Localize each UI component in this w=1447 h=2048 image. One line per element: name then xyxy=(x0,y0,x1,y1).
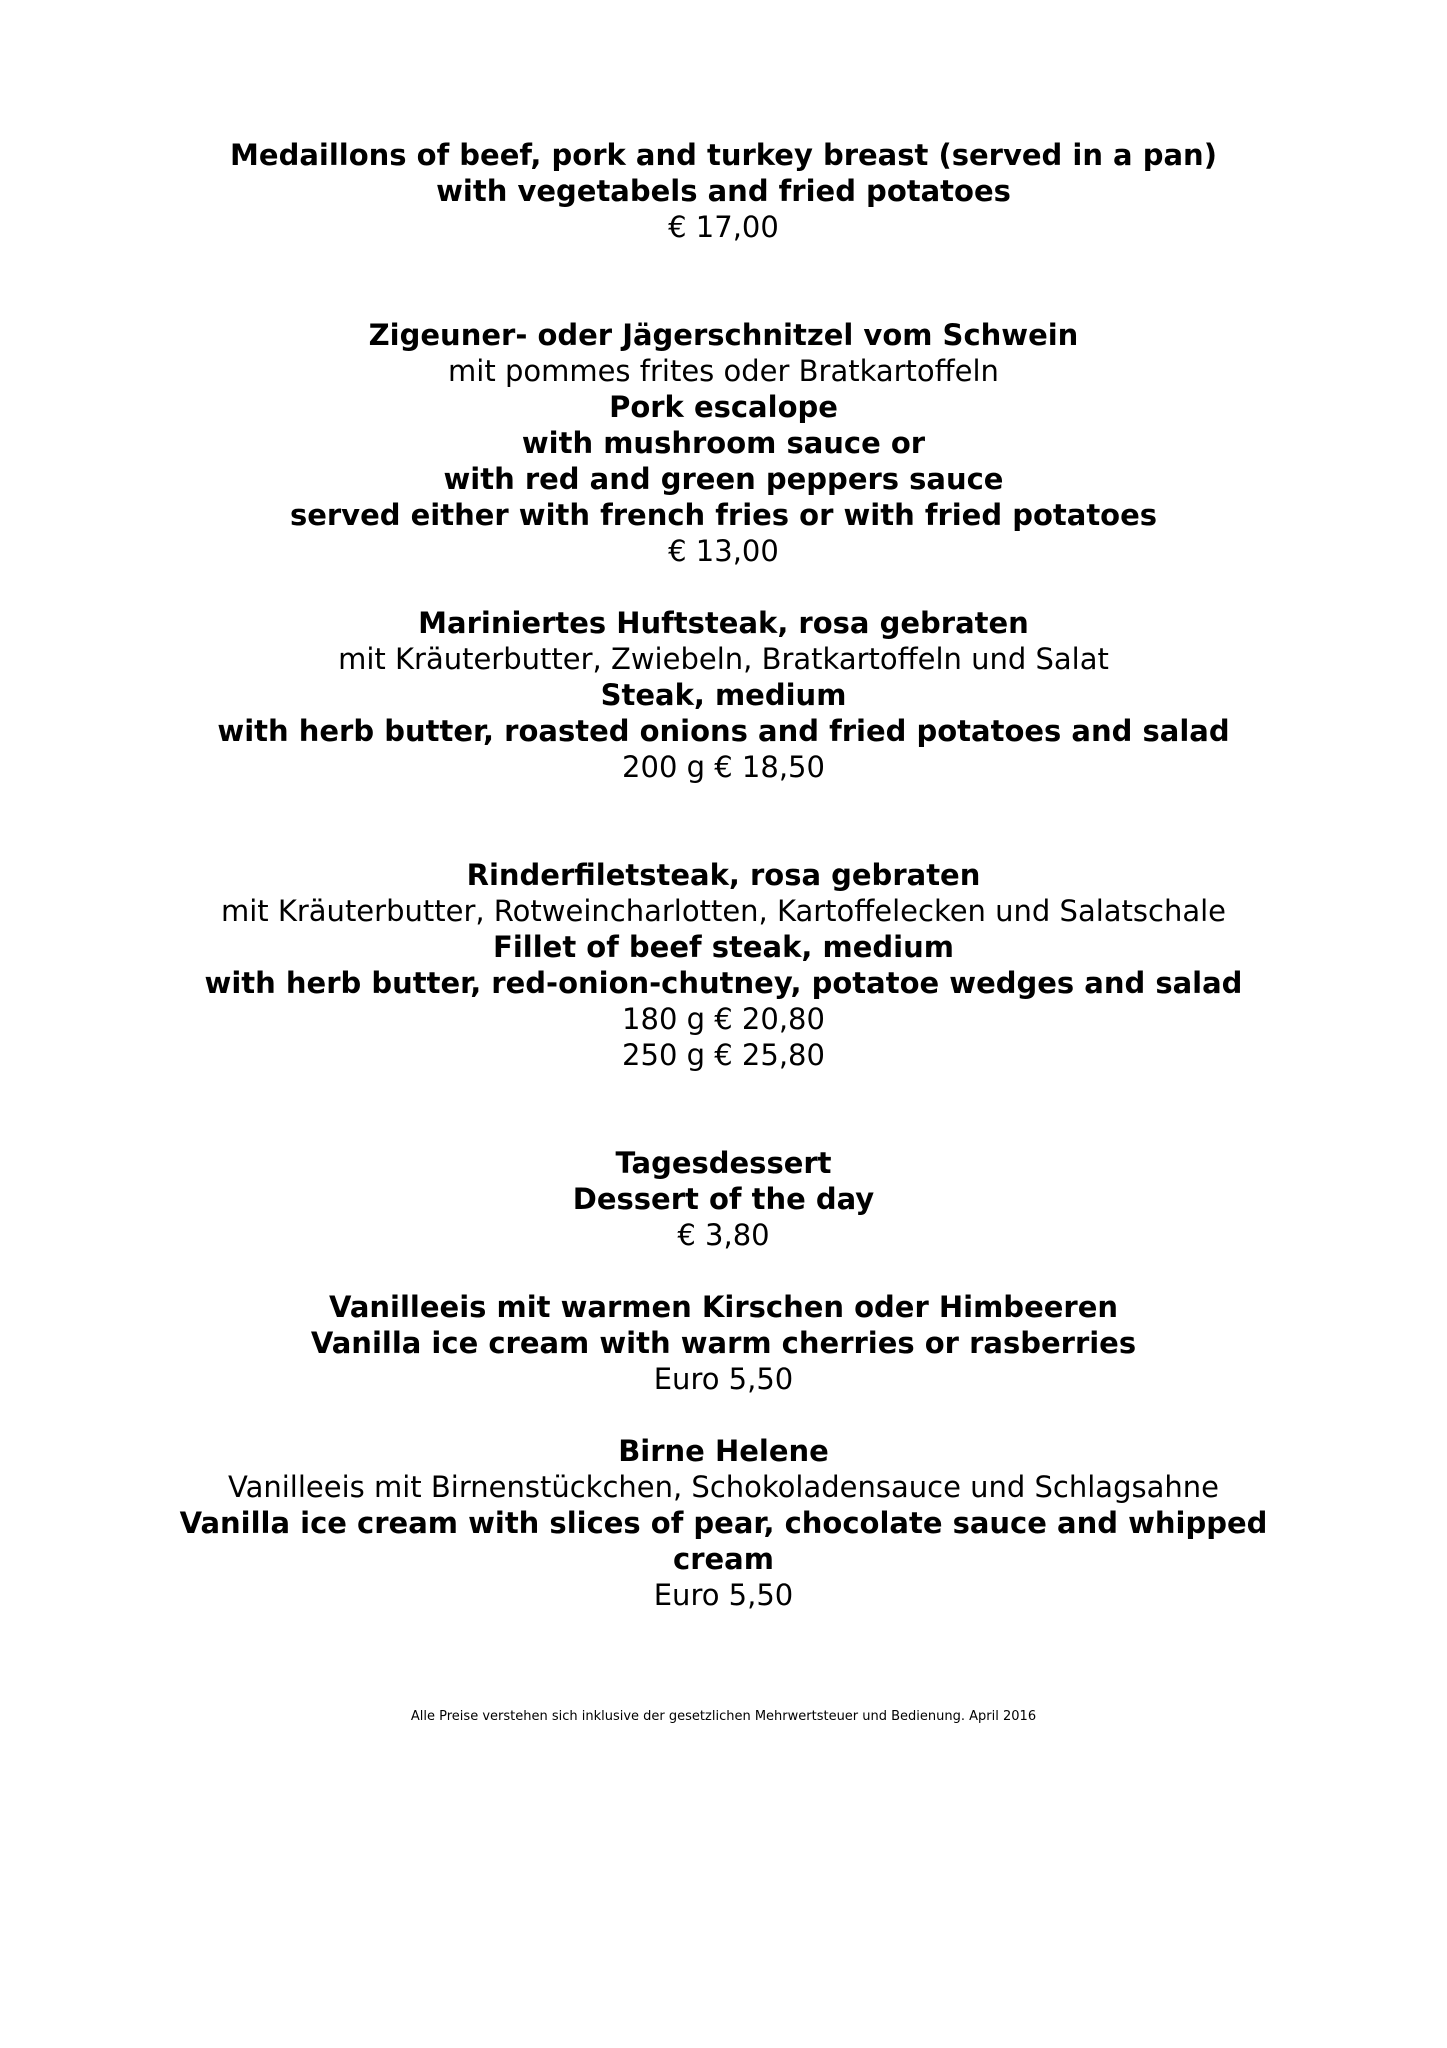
dish-price: 200 g € 18,50 xyxy=(622,750,825,784)
dish-price: € 13,00 xyxy=(668,534,779,568)
dish-description: Vanilla ice cream with slices of pear, chocolate sauce and whipped cream xyxy=(179,1506,1268,1576)
dish-title: Tagesdessert xyxy=(615,1146,832,1180)
dish-description: with vegetabels and fried potatoes xyxy=(436,174,1011,208)
spacer xyxy=(0,1073,1447,1145)
menu-list xyxy=(0,137,1447,1613)
dish-description-german: Vanilleeis mit Birnenstückchen, Schokoladensauce und Schlagsahne xyxy=(228,1470,1219,1504)
dish-price: 180 g € 20,80 xyxy=(622,1002,825,1036)
spacer xyxy=(0,1253,1447,1289)
dish-description: with mushroom sauce or xyxy=(521,426,926,460)
menu-item-schnitzel xyxy=(0,317,1447,569)
dish-title: Mariniertes Huftsteak, rosa gebraten xyxy=(418,606,1029,640)
dish-price: € 17,00 xyxy=(668,210,779,244)
menu-item-tagesdessert xyxy=(0,1145,1447,1253)
dish-title-english: Dessert of the day xyxy=(572,1182,875,1216)
dish-price: Euro 5,50 xyxy=(653,1578,794,1612)
dish-price: Euro 5,50 xyxy=(653,1362,794,1396)
dish-title-english: Vanilla ice cream with warm cherries or rasberries xyxy=(310,1326,1137,1360)
dish-description-german: mit Kräuterbutter, Rotweincharlotten, Kartoffelecken und Salatschale xyxy=(220,894,1227,928)
dish-title-english: Pork escalope xyxy=(609,390,838,424)
dish-description-german: mit Kräuterbutter, Zwiebeln, Bratkartoffeln und Salat xyxy=(338,642,1109,676)
menu-item-huftsteak xyxy=(0,605,1447,785)
spacer xyxy=(0,569,1447,605)
dish-price: 250 g € 25,80 xyxy=(622,1038,825,1072)
menu-item-birne-helene xyxy=(0,1433,1447,1613)
dish-title: Medaillons of beef, pork and turkey breast (served in a pan) xyxy=(230,138,1217,172)
menu-item-medaillons xyxy=(0,137,1447,245)
dish-title: Vanilleeis mit warmen Kirschen oder Himbeeren xyxy=(328,1290,1119,1324)
menu-item-vanilleeis xyxy=(0,1289,1447,1397)
dish-title: Birne Helene xyxy=(618,1434,829,1468)
dish-title: Rinderfiletsteak, rosa gebraten xyxy=(466,858,981,892)
price-disclaimer: Alle Preise verstehen sich inklusive der gesetzlichen Mehrwertsteuer und Bedienung. April 2016 xyxy=(410,1709,1037,1724)
dish-description: with red and green peppers sauce xyxy=(443,462,1004,496)
dish-description-german: mit pommes frites oder Bratkartoffeln xyxy=(448,354,999,388)
dish-price: € 3,80 xyxy=(677,1218,770,1252)
spacer xyxy=(0,1397,1447,1433)
spacer xyxy=(0,245,1447,317)
dish-description: served either with french fries or with fried potatoes xyxy=(289,498,1158,532)
dish-title: Zigeuner- oder Jägerschnitzel vom Schwein xyxy=(368,318,1079,352)
dish-title-english: Fillet of beef steak, medium xyxy=(493,930,954,964)
dish-description: with herb butter, roasted onions and fried potatoes and salad xyxy=(217,714,1230,748)
dish-description: with herb butter, red-onion-chutney, potatoe wedges and salad xyxy=(204,966,1243,1000)
dish-title-english: Steak, medium xyxy=(600,678,847,712)
menu-item-rinderfiletsteak xyxy=(0,857,1447,1073)
spacer xyxy=(0,785,1447,857)
